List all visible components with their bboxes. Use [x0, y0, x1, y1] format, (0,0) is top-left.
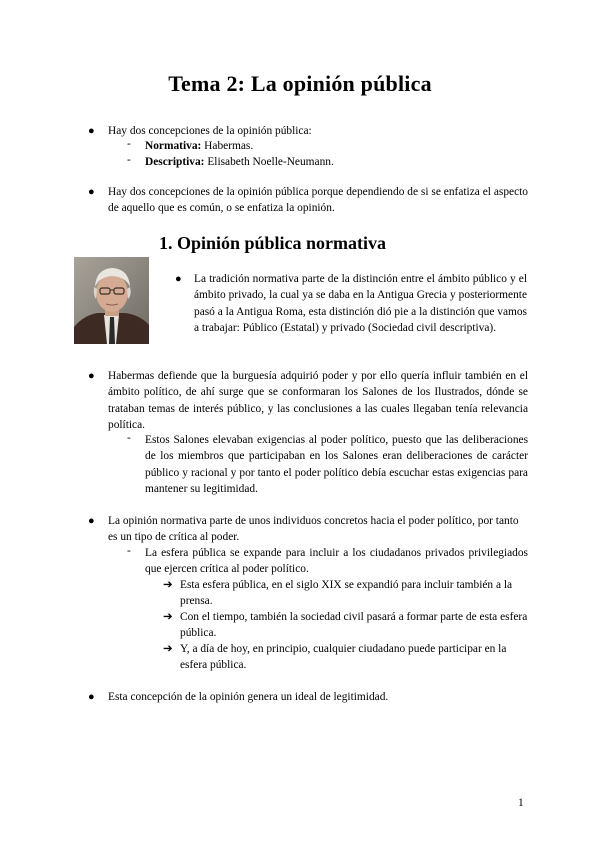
page-number: 1: [518, 797, 524, 809]
descriptiva-label: Descriptiva:: [145, 156, 205, 168]
intro-sub-normativa: [145, 138, 525, 154]
intro-bullet-1: Hay dos concepciones de la opinión pública:: [108, 125, 312, 137]
arrow-item-1: Esta esfera pública, en el siglo XIX se expandió para incluir también a la prensa.: [180, 579, 513, 608]
portrait-image: [74, 257, 149, 344]
bullet-icon: ●: [88, 370, 95, 382]
bullet-icon: ●: [88, 125, 95, 137]
dash-icon: -: [127, 138, 131, 150]
intro-sub-descriptiva: [145, 154, 525, 170]
bullet-icon: ●: [88, 691, 95, 703]
legitimacy-bullet: Esta concepción de la opinión genera un ideal de legitimidad.: [108, 691, 389, 703]
normativa-text: Habermas.: [201, 140, 254, 152]
arrow-item-2: Con el tiempo, también la sociedad civil pasará a formar parte de esta esfera pública.: [180, 611, 528, 640]
arrow-item-3: Y, a día de hoy, en principio, cualquier ciudadano puede participar en la esfera pública.: [180, 643, 507, 672]
arrow-icon: ➔: [163, 643, 173, 655]
page-title: Tema 2: La opinión pública: [168, 71, 432, 96]
tradition-bullet: La tradición normativa parte de la distinción entre el ámbito público y el ámbito privado, la cual ya se daba en la Antigua Grecia y posteriormente pasó a la Antigua Roma, esta distinción dió pie a la distinción que vamos a trabajar: Público (Estatal) y privado (Sociedad civil descriptiva).: [194, 273, 527, 334]
normativa-label: Normativa:: [145, 140, 202, 152]
intro-bullet-2: Hay dos concepciones de la opinión pública porque dependiendo de si se enfatiza el aspecto de aquello que es común, o se enfatiza la opinión.: [108, 186, 528, 215]
dash-icon: -: [127, 545, 131, 557]
esfera-sub: La esfera pública se expande para incluir a los ciudadanos privados privilegiados que ejercen crítica al poder político.: [145, 547, 528, 576]
bullet-icon: ●: [175, 273, 182, 285]
habermas-photo: [74, 257, 149, 344]
dash-icon: -: [127, 154, 131, 166]
habermas-bullet: Habermas defiende que la burguesía adquirió poder y por ello quería influir también en el ámbito político, de ahí surge que se conformaran los Salones de los Ilustrados, dónde se trataban temas de interés público, y las conclusiones a las cuales llegaban tenía relevancia política.: [108, 370, 528, 431]
bullet-icon: ●: [88, 186, 95, 198]
bullet-icon: ●: [88, 515, 95, 527]
normativa-bullet: La opinión normativa parte de unos individuos concretos hacia el poder político, por tanto es un tipo de crítica al poder.: [108, 515, 519, 544]
descriptiva-text: Elisabeth Noelle-Neumann.: [204, 156, 334, 168]
arrow-icon: ➔: [163, 611, 173, 623]
dash-icon: -: [127, 432, 131, 444]
salones-sub: Estos Salones elevaban exigencias al poder político, puesto que las deliberaciones de los miembros que participaban en los Salones eran deliberaciones de carácter público y racional y por tanto el poder político debía escuchar estas exigencias para mantener su legitimidad.: [145, 434, 528, 495]
arrow-icon: ➔: [163, 579, 173, 591]
section-heading: 1. Opinión pública normativa: [158, 233, 387, 253]
